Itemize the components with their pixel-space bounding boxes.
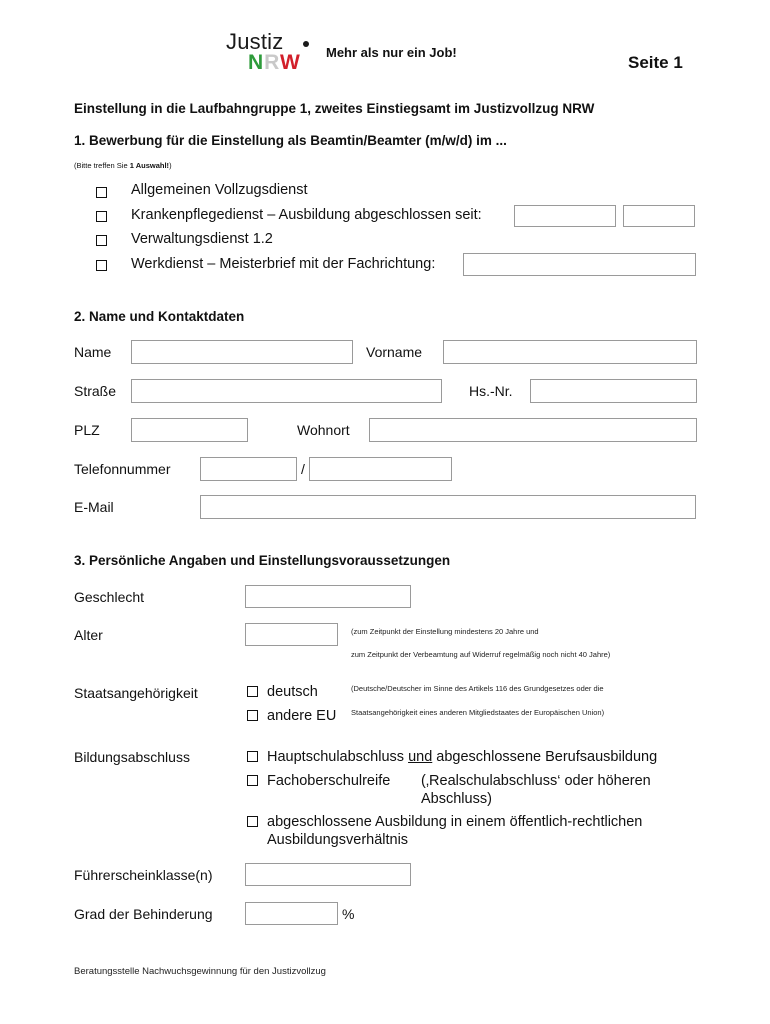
logo-dot [303,41,309,47]
checkbox-krankenpflegedienst[interactable] [96,211,107,222]
bildung-opt1-pre: Hauptschulabschluss [267,749,409,765]
telefon-vorwahl-input[interactable] [200,457,297,481]
checkbox-staat-andere-eu[interactable] [247,710,258,721]
strasse-input[interactable] [131,379,442,403]
section2-heading: 2. Name und Kontaktdaten [74,309,245,324]
wohnort-label: Wohnort [297,422,350,438]
checkbox-werkdienst[interactable] [96,260,107,271]
wohnort-input[interactable] [369,418,697,442]
checkbox-staat-deutsch[interactable] [247,686,258,697]
geschlecht-input[interactable] [245,585,411,608]
checkbox-oeffentlich-rechtliche-ausbildung[interactable] [247,816,258,827]
hint-text: (Bitte treffen Sie [74,161,130,170]
alter-note-2: zum Zeitpunkt der Verbeamtung auf Widerruf regelmäßig noch nicht 40 Jahre) [351,650,611,659]
logo-letter-r: R [264,51,280,74]
option-verwaltungsdienst: Verwaltungsdienst 1.2 [131,231,273,247]
vorname-input[interactable] [443,340,697,364]
plz-label: PLZ [74,422,100,438]
option-vollzugsdienst: Allgemeinen Vollzugsdienst [131,182,308,198]
bildung-fachoberschulreife-note-1: (‚Realschulabschluss‘ oder höheren [421,773,651,789]
krankenpflege-date-field-1[interactable] [514,205,616,227]
strasse-label: Straße [74,383,117,399]
behinderung-input[interactable] [245,902,338,925]
section1-heading: 1. Bewerbung für die Einstellung als Beamtin/Beamter (m/w/d) im ... [74,133,507,148]
section3-heading: 3. Persönliche Angaben und Einstellungsvoraussetzungen [74,553,451,568]
section1-hint [74,161,172,170]
alter-note-1: (zum Zeitpunkt der Einstellung mindestens 20 Jahre und [351,627,539,636]
krankenpflege-date-field-2[interactable] [623,205,695,227]
bildung-hauptschulabschluss-label [267,749,657,765]
staat-andere-eu-label: andere EU [267,708,337,724]
bildung-opt1-post: abgeschlossene Berufsausbildung [432,749,658,765]
staat-label: Staatsangehörigkeit [74,685,198,701]
email-label: E-Mail [74,499,114,515]
name-input[interactable] [131,340,353,364]
geschlecht-label: Geschlecht [74,589,145,605]
bildung-opt3-line1: abgeschlossene Ausbildung in einem öffentlich-rechtlichen [267,814,643,830]
hint-bold: 1 Auswahl! [129,161,170,170]
email-input[interactable] [200,495,696,519]
checkbox-fachoberschulreife[interactable] [247,775,258,786]
telefon-nummer-input[interactable] [309,457,452,481]
staat-note-2: Staatsangehörigkeit eines anderen Mitgliedstaates der Europäischen Union) [351,708,605,717]
telefon-slash: / [301,461,305,477]
fuehrerschein-label: Führerscheinklasse(n) [74,867,213,883]
logo-text-nrw [248,51,301,75]
option-werkdienst: Werkdienst – Meisterbrief mit der Fachrichtung: [131,256,436,272]
logo-text-justiz: Justiz [226,29,284,54]
hsnr-input[interactable] [530,379,697,403]
alter-label: Alter [74,627,103,643]
logo-letter-n: N [248,51,265,74]
footer-text: Beratungsstelle Nachwuchsgewinnung für den Justizvollzug [74,966,326,977]
staat-note-1: (Deutsche/Deutscher im Sinne des Artikels 116 des Grundgesetzes oder die [351,684,604,693]
tagline: Mehr als nur ein Job! [326,45,457,60]
vorname-label: Vorname [366,344,423,360]
name-label: Name [74,344,112,360]
alter-input[interactable] [245,623,338,646]
percent-sign: % [342,906,355,922]
bildung-opt1-underline: und [408,749,433,765]
logo-letter-w: W [279,51,301,74]
plz-input[interactable] [131,418,248,442]
checkbox-vollzugsdienst[interactable] [96,187,107,198]
hsnr-label: Hs.-Nr. [469,383,513,399]
hint-end: ) [169,161,172,170]
telefon-label: Telefonnummer [74,461,171,477]
bildung-opt3-line2: Ausbildungsverhältnis [267,832,409,848]
checkbox-verwaltungsdienst[interactable] [96,235,107,246]
bildung-fachoberschulreife-note-2: Abschluss) [421,791,492,807]
form-title: Einstellung in die Laufbahngruppe 1, zweites Einstiegsamt im Justizvollzug NRW [74,101,595,116]
bildung-label: Bildungsabschluss [74,749,190,765]
behinderung-label: Grad der Behinderung [74,906,213,922]
bildung-fachoberschulreife-label: Fachoberschulreife [267,773,391,789]
staat-deutsch-label: deutsch [267,684,318,700]
option-krankenpflegedienst: Krankenpflegedienst – Ausbildung abgeschlossen seit: [131,207,482,223]
page-number: Seite 1 [628,53,683,72]
werkdienst-fachrichtung-field[interactable] [463,253,696,276]
checkbox-hauptschulabschluss[interactable] [247,751,258,762]
fuehrerschein-input[interactable] [245,863,411,886]
